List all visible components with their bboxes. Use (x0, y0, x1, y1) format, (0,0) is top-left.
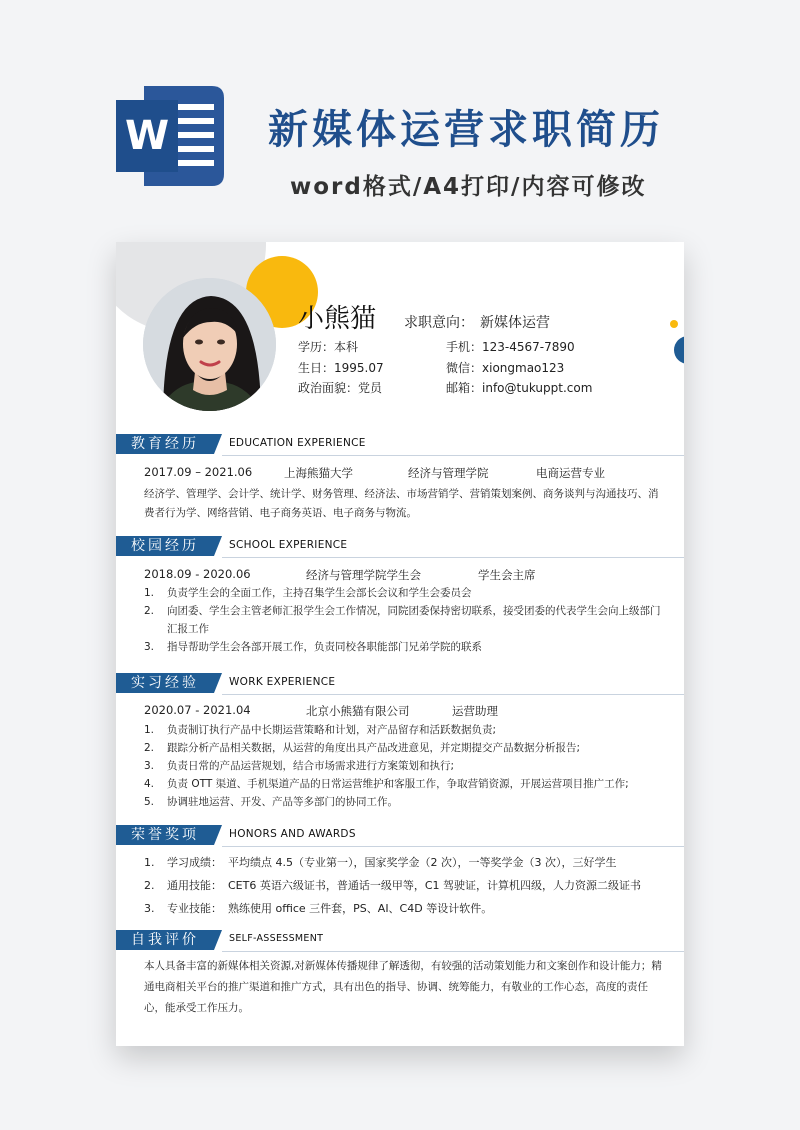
word-document-icon (116, 86, 226, 186)
list-item: 3. 负责日常的产品运营规划，结合市场需求进行方案策划和执行; (144, 760, 455, 772)
info-label: 生日： (298, 361, 335, 375)
section-divider (222, 455, 684, 456)
decor-half-circle (674, 336, 684, 364)
list-item: 5. 协调驻地运营、开发、产品等多部门的协同工作。 (144, 796, 398, 808)
honors-list (144, 851, 664, 920)
self-assessment-text: 本人具备丰富的新媒体相关资源,对新媒体传播规律了解透彻，有较强的活动策划能力和文案创作和设计能力；精通电商相关平台的推广渠道和推广方式，具有出色的指导、协调、统筹能力，有敬业的工作心态，高度的责任心，能承受工作压力。 (144, 960, 662, 1014)
education-courses: 经济学、管理学、会计学、统计学、财务管理、经济法、市场营销学、营销策划案例、商务谈判与沟通技巧、消费者行为学、网络营销、电子商务英语、电子商务与物流。 (144, 488, 659, 519)
info-email (446, 379, 592, 396)
section-subtitle: SELF-ASSESSMENT (229, 933, 324, 944)
section-divider (222, 951, 684, 952)
section-header (116, 930, 684, 950)
info-phone (446, 338, 575, 355)
section-honors (116, 825, 684, 845)
section-divider (222, 846, 684, 847)
list-item: 3. 指导帮助学生会各部开展工作，负责同校各职能部门兄弟学院的联系 (144, 641, 482, 653)
list-item: 1. 负责学生会的全面工作，主持召集学生会部长会议和学生会委员会 (144, 587, 472, 599)
education-college: 经济与管理学院 (408, 466, 489, 480)
honor-label: 学习成绩： (167, 856, 222, 869)
section-subtitle: WORK EXPERIENCE (229, 676, 336, 688)
info-label: 手机： (446, 340, 483, 354)
section-header (116, 434, 684, 454)
work-duties (144, 721, 664, 811)
resume-page (116, 242, 684, 1046)
info-value: 党员 (358, 381, 383, 395)
honor-label: 专业技能： (167, 902, 222, 915)
list-item: 1. 学习成绩： 平均绩点 4.5（专业第一），国家奖学金（2 次），一等奖学金（3 次），三好学生 (144, 856, 617, 869)
list-item: 3. 专业技能： 熟练使用 office 三件套，PS、AI、C4D 等设计软件。 (144, 902, 493, 915)
section-title: 自我评价 (116, 930, 214, 950)
info-value: 本科 (334, 340, 359, 354)
list-item-text: 负责日常的产品运营规划，结合市场需求进行方案策划和执行; (167, 760, 455, 772)
candidate-name: 小熊猫 (298, 304, 377, 334)
info-label: 学历： (298, 340, 335, 354)
info-label: 政治面貌： (298, 381, 359, 395)
section-education (116, 434, 684, 454)
list-item-text: 跟踪分析产品相关数据，从运营的角度出具产品改进意见，并定期提交产品数据分析报告; (167, 742, 581, 754)
info-label: 邮箱： (446, 381, 483, 395)
info-wechat (446, 359, 564, 376)
avatar (143, 278, 276, 411)
job-intent-value: 新媒体运营 (480, 315, 550, 331)
list-item-text: 指导帮助学生会各部开展工作，负责同校各职能部门兄弟学院的联系 (167, 641, 482, 653)
work-company: 北京小熊猫有限公司 (306, 704, 410, 718)
section-work (116, 673, 684, 693)
section-header (116, 673, 684, 693)
info-political (298, 379, 382, 396)
list-item-text: 协调驻地运营、开发、产品等多部门的协同工作。 (167, 796, 398, 808)
list-item: 2. 向团委、学生会主管老师汇报学生会工作情况，同院团委保持密切联系，接受团委的代表学生会向上级部门汇报工作 (144, 605, 661, 635)
section-campus (116, 536, 684, 556)
job-intent (404, 312, 556, 332)
campus-org: 经济与管理学院学生会 (306, 568, 421, 582)
section-divider (222, 694, 684, 695)
section-divider (222, 557, 684, 558)
honor-text: CET6 英语六级证书，普通话一级甲等，C1 驾驶证，计算机四级，人力资源二级证书 (228, 879, 642, 892)
honor-text: 熟练使用 office 三件套，PS、AI、C4D 等设计软件。 (228, 902, 493, 915)
section-self (116, 930, 684, 950)
job-intent-label: 求职意向： (404, 315, 474, 331)
word-logo-letter: W (124, 113, 170, 159)
work-period: 2020.07 - 2021.04 (144, 703, 251, 717)
section-title: 校园经历 (116, 536, 214, 556)
list-item-text: 负责学生会的全面工作，主持召集学生会部长会议和学生会委员会 (167, 587, 472, 599)
honor-text: 平均绩点 4.5（专业第一），国家奖学金（2 次），一等奖学金（3 次），三好学生 (228, 856, 617, 869)
info-value: xiongmao123 (482, 361, 565, 375)
list-item-text: 向团委、学生会主管老师汇报学生会工作情况，同院团委保持密切联系，接受团委的代表学生会向上级部门汇报工作 (167, 605, 661, 635)
info-label: 微信： (446, 361, 483, 375)
campus-period: 2018.09 - 2020.06 (144, 567, 251, 581)
list-item: 2. 跟踪分析产品相关数据，从运营的角度出具产品改进意见，并定期提交产品数据分析报告; (144, 742, 581, 754)
decor-dot (670, 320, 678, 328)
campus-role: 学生会主席 (478, 568, 536, 582)
list-item: 1. 负责制订执行产品中长期运营策略和计划，对产品留存和活跃数据负责; (144, 724, 497, 736)
info-birthday (298, 359, 384, 376)
section-title: 荣誉奖项 (116, 825, 214, 845)
avatar-photo (143, 278, 276, 411)
info-value: 1995.07 (334, 361, 384, 375)
list-item-text: 负责制订执行产品中长期运营策略和计划，对产品留存和活跃数据负责; (167, 724, 497, 736)
info-value: info@tukuppt.com (482, 381, 593, 395)
honor-label: 通用技能： (167, 879, 222, 892)
list-item: 4. 负责 OTT 渠道、手机渠道产品的日常运营维护和客服工作，争取营销资源，开展运营项目推广工作; (144, 778, 629, 790)
education-major: 电商运营专业 (536, 466, 605, 480)
education-school: 上海熊猫大学 (284, 466, 353, 480)
section-header (116, 825, 684, 845)
section-subtitle: EDUCATION EXPERIENCE (229, 437, 366, 449)
section-subtitle: HONORS AND AWARDS (229, 828, 356, 840)
section-title: 实习经验 (116, 673, 214, 693)
section-header (116, 536, 684, 556)
section-subtitle: SCHOOL EXPERIENCE (229, 539, 348, 551)
list-item: 2. 通用技能： CET6 英语六级证书，普通话一级甲等，C1 驾驶证，计算机四级，人力资源二级证书 (144, 879, 642, 892)
list-item-text: 负责 OTT 渠道、手机渠道产品的日常运营维护和客服工作，争取营销资源，开展运营项目推广工作; (167, 778, 629, 790)
info-value: 123-4567-7890 (482, 340, 575, 354)
work-role: 运营助理 (452, 704, 498, 718)
section-title: 教育经历 (116, 434, 214, 454)
banner-title: 新媒体运营求职简历 (268, 107, 664, 153)
campus-duties (144, 584, 664, 656)
education-period: 2017.09 – 2021.06 (144, 465, 253, 479)
banner-subtitle: word格式/A4打印/内容可修改 (290, 174, 647, 200)
info-education (298, 338, 358, 355)
